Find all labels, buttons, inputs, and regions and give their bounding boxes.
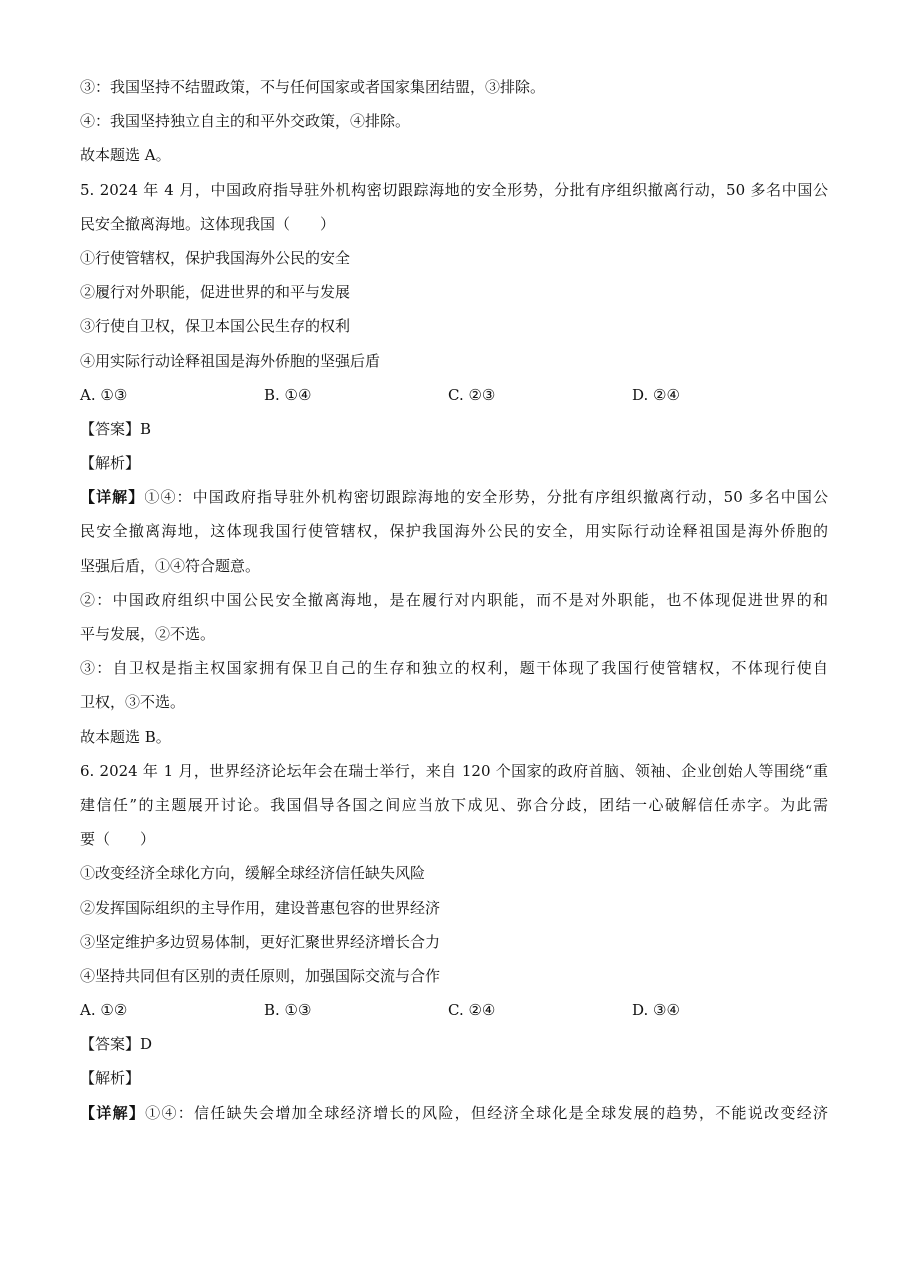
- q6-option-a: A. ①②: [80, 1001, 128, 1020]
- prev-conclusion: 故本题选 A。: [80, 146, 171, 165]
- q5-options: [80, 378, 828, 412]
- q6-statement: ④坚持共同但有区别的责任原则，加强国际交流与合作: [80, 966, 441, 985]
- q6-analysis-label: 【解析】: [80, 1069, 141, 1088]
- q6-option-c: C. ②④: [448, 1001, 496, 1020]
- q5-option-c: C. ②③: [448, 385, 496, 404]
- q5-stem-line: 5. 2024 年 4 月，中国政府指导驻外机构密切跟踪海地的安全形势，分批有序组织撤离行动，50 多名中国公: [80, 180, 828, 199]
- q6-stem-line: 6. 2024 年 1 月，世界经济论坛年会在瑞士举行，来自 120 个国家的政府首脑、领袖、企业创始人等围绕“重: [80, 761, 828, 780]
- q5-detail-line: ③：自卫权是指主权国家拥有保卫自己的生存和独立的权利，题干体现了我国行使管辖权，不体现行使自: [80, 659, 828, 678]
- q6-options: [80, 993, 828, 1027]
- q5-detail-prefix: 【详解】: [80, 488, 145, 507]
- q5-detail-text: ①④：中国政府指导驻外机构密切跟踪海地的安全形势，分批有序组织撤离行动，50 多名中国公: [144, 488, 828, 507]
- q5-detail-line: 卫权，③不选。: [80, 693, 186, 712]
- q5-statement: ①行使管辖权，保护我国海外公民的安全: [80, 248, 351, 267]
- q5-analysis-label: 【解析】: [80, 454, 141, 473]
- q6-detail-line: [80, 1096, 828, 1130]
- q6-statement: ③坚定维护多边贸易体制，更好汇聚世界经济增长合力: [80, 932, 441, 951]
- q5-statement: ④用实际行动诠释祖国是海外侨胞的坚强后盾: [80, 351, 381, 370]
- document-page: [80, 70, 828, 1130]
- q6-option-d: D. ③④: [632, 1001, 680, 1020]
- q6-statement: ②发挥国际组织的主导作用，建设普惠包容的世界经济: [80, 898, 441, 917]
- q5-statement: ②履行对外职能，促进世界的和平与发展: [80, 283, 351, 302]
- q6-detail-text: ①④：信任缺失会增加全球经济增长的风险，但经济全球化是全球发展的趋势，不能说改变经济: [145, 1103, 828, 1122]
- q5-option-b: B. ①④: [264, 385, 312, 404]
- q5-detail-line: 民安全撤离海地，这体现我国行使管辖权，保护我国海外公民的安全，用实际行动诠释祖国是海外侨胞的: [80, 522, 828, 541]
- q5-conclusion: 故本题选 B。: [80, 727, 171, 746]
- prev-analysis-line: ③：我国坚持不结盟政策，不与任何国家或者国家集团结盟，③排除。: [80, 78, 546, 96]
- q5-option-a: A. ①③: [80, 385, 128, 404]
- q5-statement: ③行使自卫权，保卫本国公民生存的权利: [80, 317, 351, 336]
- q5-detail-line: [80, 480, 828, 514]
- q5-detail-line: 坚强后盾，①④符合题意。: [80, 556, 261, 575]
- q6-answer: 【答案】D: [80, 1035, 153, 1054]
- q6-stem-line: 要（ ）: [80, 830, 156, 849]
- q6-statement: ①改变经济全球化方向，缓解全球经济信任缺失风险: [80, 864, 426, 883]
- q5-detail-line: ②：中国政府组织中国公民安全撤离海地，是在履行对内职能，而不是对外职能，也不体现促进世界的和: [80, 590, 828, 609]
- q6-option-b: B. ①③: [264, 1001, 312, 1020]
- q5-option-d: D. ②④: [632, 385, 680, 404]
- q5-detail-line: 平与发展，②不选。: [80, 625, 216, 643]
- q6-stem-line: 建信任”的主题展开讨论。我国倡导各国之间应当放下成见、弥合分歧，团结一心破解信任赤字。为此需: [80, 795, 828, 814]
- q6-detail-prefix: 【详解】: [80, 1103, 146, 1122]
- prev-analysis-line: ④：我国坚持独立自主的和平外交政策，④排除。: [80, 112, 411, 131]
- q5-answer: 【答案】B: [80, 419, 152, 438]
- q5-stem-line: 民安全撤离海地。这体现我国（ ）: [80, 214, 336, 233]
